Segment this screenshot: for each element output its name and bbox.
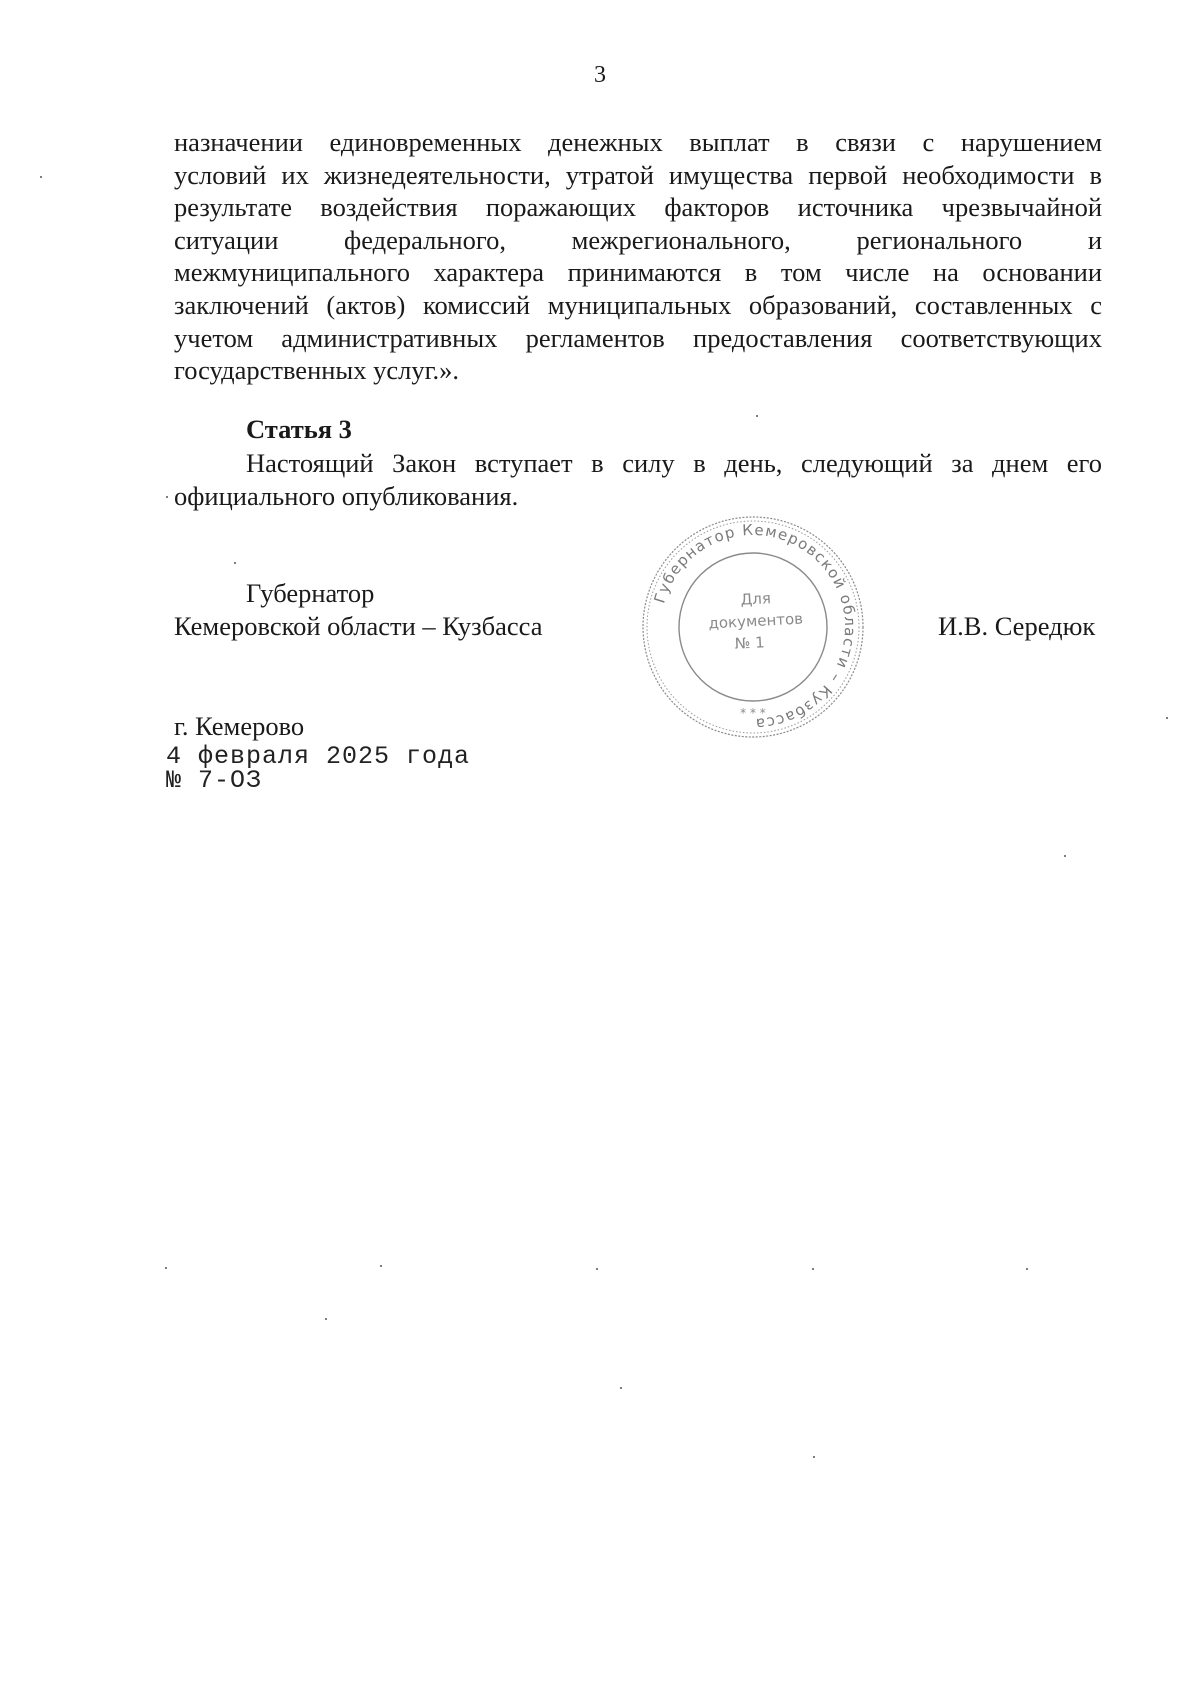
paragraph-line: ситуации федерального, межрегионального, регионального и	[174, 224, 1102, 255]
article-heading: Статья 3	[246, 414, 352, 444]
scan-speck	[620, 1387, 622, 1389]
stamp-inner-line1: Для	[740, 589, 772, 609]
scan-speck	[813, 1456, 815, 1458]
official-seal-stamp	[638, 512, 868, 742]
city-line: г. Кемерово	[174, 711, 305, 741]
paragraph-line: заключений (актов) комиссий муниципальных образований, составленных с	[174, 289, 1102, 320]
article-line: Настоящий Закон вступает в силу в день, следующий за днем его	[246, 448, 1102, 478]
registration-date: 4 февраля 2025 года	[166, 742, 471, 771]
scan-speck	[165, 1267, 167, 1269]
stamp-inner-line2: документов	[708, 609, 804, 633]
stamp-stars: * * *	[740, 706, 766, 720]
scan-speck	[812, 1268, 814, 1270]
paragraph-line: межмуниципального характера принимаются в том числе на основании	[174, 257, 1102, 288]
signatory-title: Губернатор	[246, 578, 375, 608]
paragraph-line: учетом административных регламентов предоставления соответствующих	[174, 322, 1102, 353]
body-paragraph	[174, 126, 1102, 387]
scan-speck	[1026, 1268, 1028, 1270]
scan-speck	[596, 1268, 598, 1270]
stamp-outer-text: Губернатор Кемеровской области – Кузбасса	[650, 520, 860, 734]
paragraph-line: результате воздействия поражающих факторов источника чрезвычайной	[174, 192, 1102, 223]
paragraph-line: государственных услуг.».	[174, 355, 459, 386]
scan-speck	[166, 496, 168, 498]
article-text	[174, 447, 1102, 513]
page-number: 3	[594, 62, 606, 88]
scan-speck	[756, 415, 758, 417]
scan-speck	[1064, 855, 1066, 857]
stamp-inner-line3: № 1	[734, 633, 766, 653]
scan-speck	[380, 1265, 382, 1267]
scan-speck	[1166, 717, 1168, 719]
scan-speck	[325, 1318, 327, 1320]
paragraph-line: условий их жизнедеятельности, утратой имущества первой необходимости в	[174, 159, 1102, 190]
signatory-name: И.В. Середюк	[938, 611, 1096, 641]
scan-speck	[234, 562, 236, 564]
registration-number: № 7-ОЗ	[166, 766, 263, 795]
article-line: официального опубликования.	[174, 481, 519, 511]
scan-speck	[40, 176, 42, 178]
signatory-region: Кемеровской области – Кузбасса	[174, 611, 543, 641]
paragraph-line: назначении единовременных денежных выплат в связи с нарушением	[174, 127, 1102, 157]
